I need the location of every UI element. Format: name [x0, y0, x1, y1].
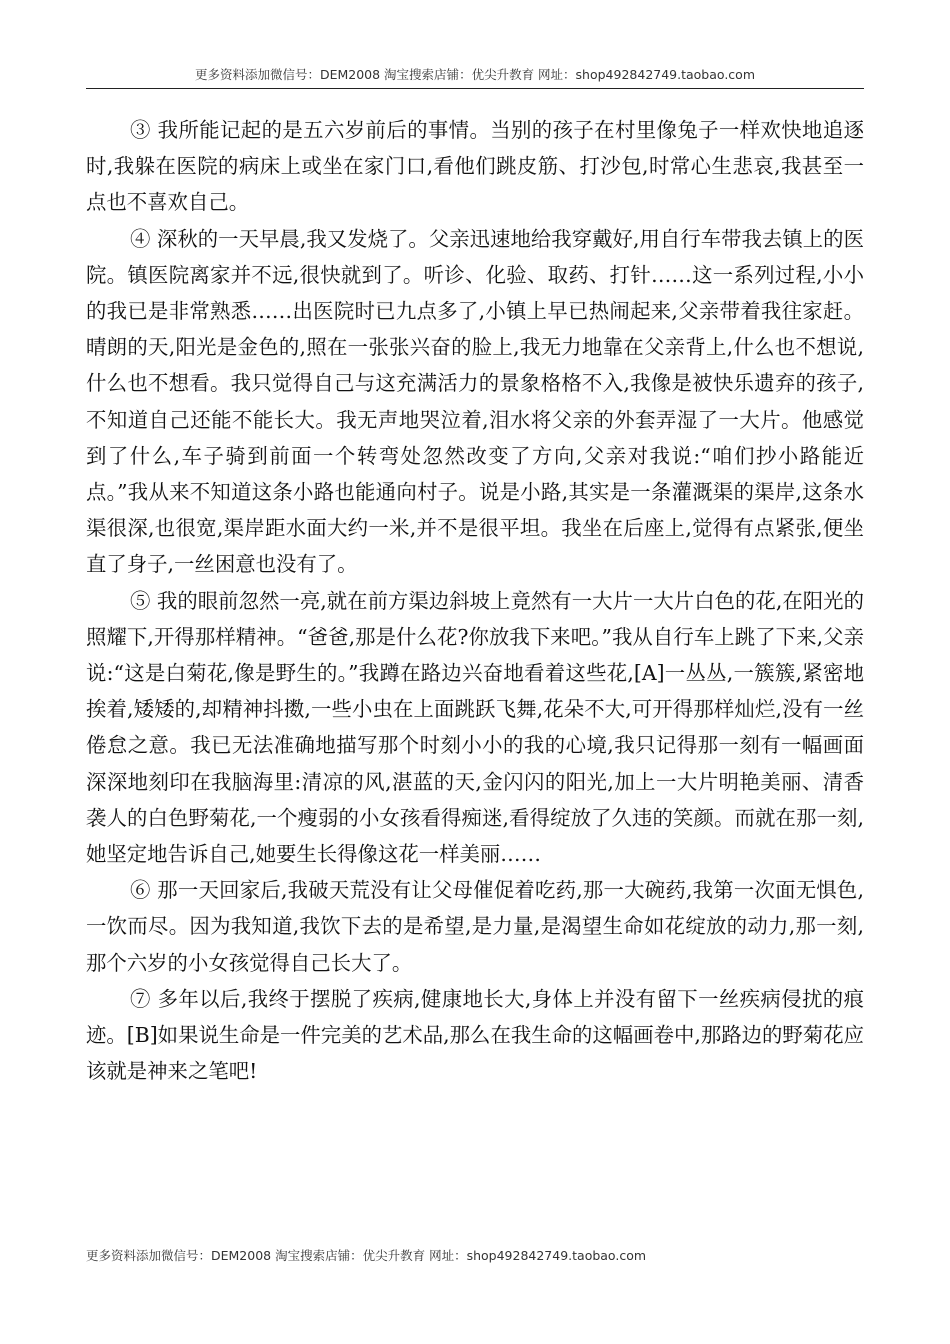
paragraph-7: ⑦ 多年以后,我终于摆脱了疾病,健康地长大,身体上并没有留下一丝疾病侵扰的痕迹。[B]如果说生命是一件完美的艺术品,那么在我生命的这幅画卷中,那路边的野菊花应该就是神来之笔吧!: [86, 986, 864, 1084]
paragraph-5: ⑤ 我的眼前忽然一亮,就在前方渠边斜坡上竟然有一大片一大片白色的花,在阳光的照耀下,开得那样精神。“爸爸,那是什么花?你放我下来吧。”我从自行车上跳了下来,父亲说:“这是白菊花,像是野生的。”我蹲在路边兴奋地看着这些花,[A]一丛丛,一簇簇,紧密地挨着,矮矮的,却精神抖擞,一些小虫在上面跳跃飞舞,花朵不大,可开得那样灿烂,没有一丝倦怠之意。我已无法准确地描写那个时刻小小的我的心境,我只记得那一刻有一幅画面深深地刻印在我脑海里:清凉的风,湛蓝的天,金闪闪的阳光,加上一大片明艳美丽、清香袭人的白色野菊花,一个瘦弱的小女孩看得痴迷,看得绽放了久违的笑颜。而就在那一刻,她坚定地告诉自己,她要生长得像这花一样美丽……: [86, 588, 864, 867]
paragraph-6: ⑥ 那一天回家后,我破天荒没有让父母催促着吃药,那一大碗药,我第一次面无惧色,一饮而尽。因为我知道,我饮下去的是希望,是力量,是渴望生命如花绽放的动力,那一刻,那个六岁的小女孩觉得自己长大了。: [86, 878, 864, 975]
paragraph-3: ③ 我所能记起的是五六岁前后的事情。当别的孩子在村里像兔子一样欢快地追逐时,我躲在医院的病床上或坐在家门口,看他们跳皮筋、打沙包,时常心生悲哀,我甚至一点也不喜欢自己。: [86, 118, 864, 215]
header-divider: [86, 88, 864, 89]
page-footer: 更多资料添加微信号：DEM2008 淘宝搜索店铺：优尖升教育 网址：shop492842749.taobao.com: [86, 1248, 647, 1263]
page-header: 更多资料添加微信号：DEM2008 淘宝搜索店铺：优尖升教育 网址：shop492842749.taobao.com: [194, 67, 756, 82]
article-body: [86, 112, 864, 1089]
paragraph-4: ④ 深秋的一天早晨,我又发烧了。父亲迅速地给我穿戴好,用自行车带我去镇上的医院。镇医院离家并不远,很快就到了。听诊、化验、取药、打针……这一系列过程,小小的我已是非常熟悉……出医院时已九点多了,小镇上早已热闹起来,父亲带着我往家赶。晴朗的天,阳光是金色的,照在一张张兴奋的脸上,我无力地靠在父亲背上,什么也不想说,什么也不想看。我只觉得自己与这充满活力的景象格格不入,我像是被快乐遗弃的孩子,不知道自己还能不能长大。我无声地哭泣着,泪水将父亲的外套弄湿了一大片。他感觉到了什么,车子骑到前面一个转弯处忽然改变了方向,父亲对我说:“咱们抄小路能近点。”我从来不知道这条小路也能通向村子。说是小路,其实是一条灌溉渠的渠岸,这条水渠很深,也很宽,渠岸距水面大约一米,并不是很平坦。我坐在后座上,觉得有点紧张,便坐直了身子,一丝困意也没有了。: [86, 226, 864, 577]
